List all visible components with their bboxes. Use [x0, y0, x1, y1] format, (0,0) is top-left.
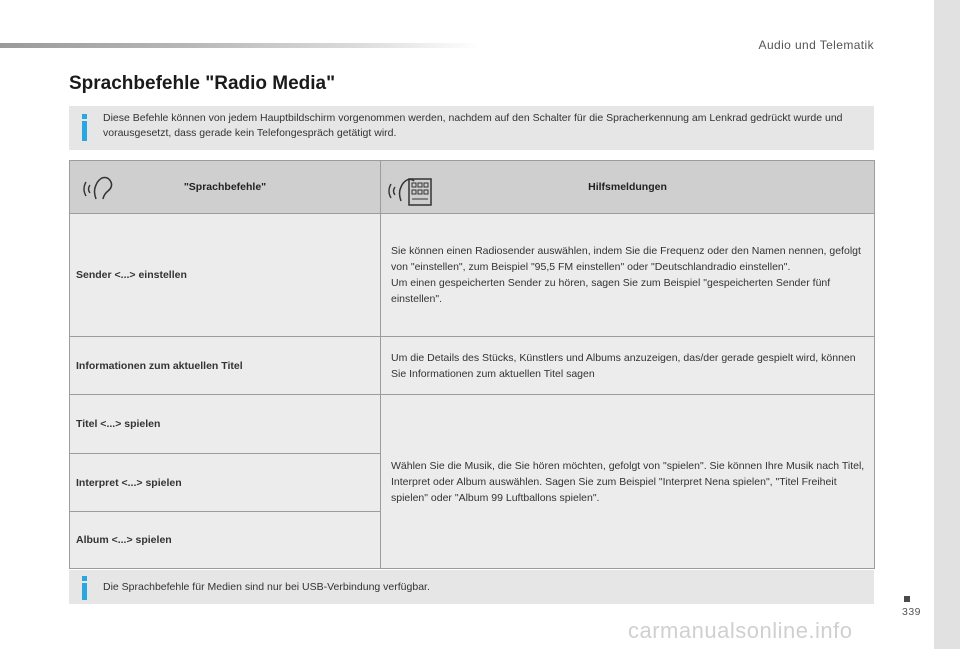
table-row	[70, 337, 875, 395]
command-cell: Sender <...> einstellen	[70, 214, 381, 337]
table-row	[70, 395, 875, 454]
watermark: carmanualsonline.info	[628, 618, 853, 643]
header-gradient-bar	[0, 43, 480, 48]
col-header-commands-label: "Sprachbefehle"	[183, 181, 267, 193]
info-icon	[80, 576, 88, 600]
col-header-help-label: Hilfsmeldungen	[588, 181, 667, 193]
info-icon	[80, 114, 88, 141]
voice-command-icon	[82, 169, 116, 203]
command-cell: Informationen zum aktuellen Titel	[70, 337, 381, 395]
table-header-row	[70, 161, 875, 214]
help-text: Sie können einen Radiosender auswählen, indem Sie die Frequenz oder den Namen nennen, gefolgt von "einstellen", zum Beispiel "95,5 FM einstellen" oder "Deutschlandradio einstellen". Um einen gespeicherten Sender zu hören, sagen Sie zum Beispiel "gespeicherten Sender fünf einstellen".	[391, 245, 861, 305]
info-text-bottom: Die Sprachbefehle für Medien sind nur bei USB-Verbindung verfügbar.	[103, 581, 430, 593]
section-header: Audio und Telematik	[758, 38, 874, 52]
page-marker	[904, 596, 910, 602]
command-cell: Interpret <...> spielen	[70, 454, 381, 512]
col-header-help	[381, 161, 875, 214]
help-cell	[381, 214, 875, 337]
info-box-bottom	[69, 570, 874, 604]
help-message-icon	[387, 169, 439, 207]
help-cell: Wählen Sie die Musik, die Sie hören möchten, gefolgt von "spielen". Sie können Ihre Musik nach Titel, Interpret oder Album auswählen. Sagen Sie zum Beispiel "Interpret Nena spielen", "Titel Freiheit spielen" oder "Album 99 Luftballons spielen".	[381, 395, 875, 569]
col-header-commands	[70, 161, 381, 214]
side-strip	[934, 0, 960, 649]
command-cell: Titel <...> spielen	[70, 395, 381, 454]
info-box-top	[69, 106, 874, 150]
command-cell: Album <...> spielen	[70, 512, 381, 569]
page-number: 339	[902, 606, 922, 618]
help-cell: Um die Details des Stücks, Künstlers und Albums anzuzeigen, das/der gerade gespielt wird, können Sie Informationen zum aktuellen Titel sagen	[381, 337, 875, 395]
info-text-top: Diese Befehle können von jedem Hauptbildschirm vorgenommen werden, nachdem auf den Schalter für die Spracherkennung am Lenkrad gedrückt wurde und vorausgesetzt, dass gerade kein Telefongespräch getätigt wird.	[103, 112, 843, 139]
command-table	[69, 160, 875, 569]
table-row	[70, 214, 875, 337]
page-title: Sprachbefehle "Radio Media"	[69, 73, 336, 94]
